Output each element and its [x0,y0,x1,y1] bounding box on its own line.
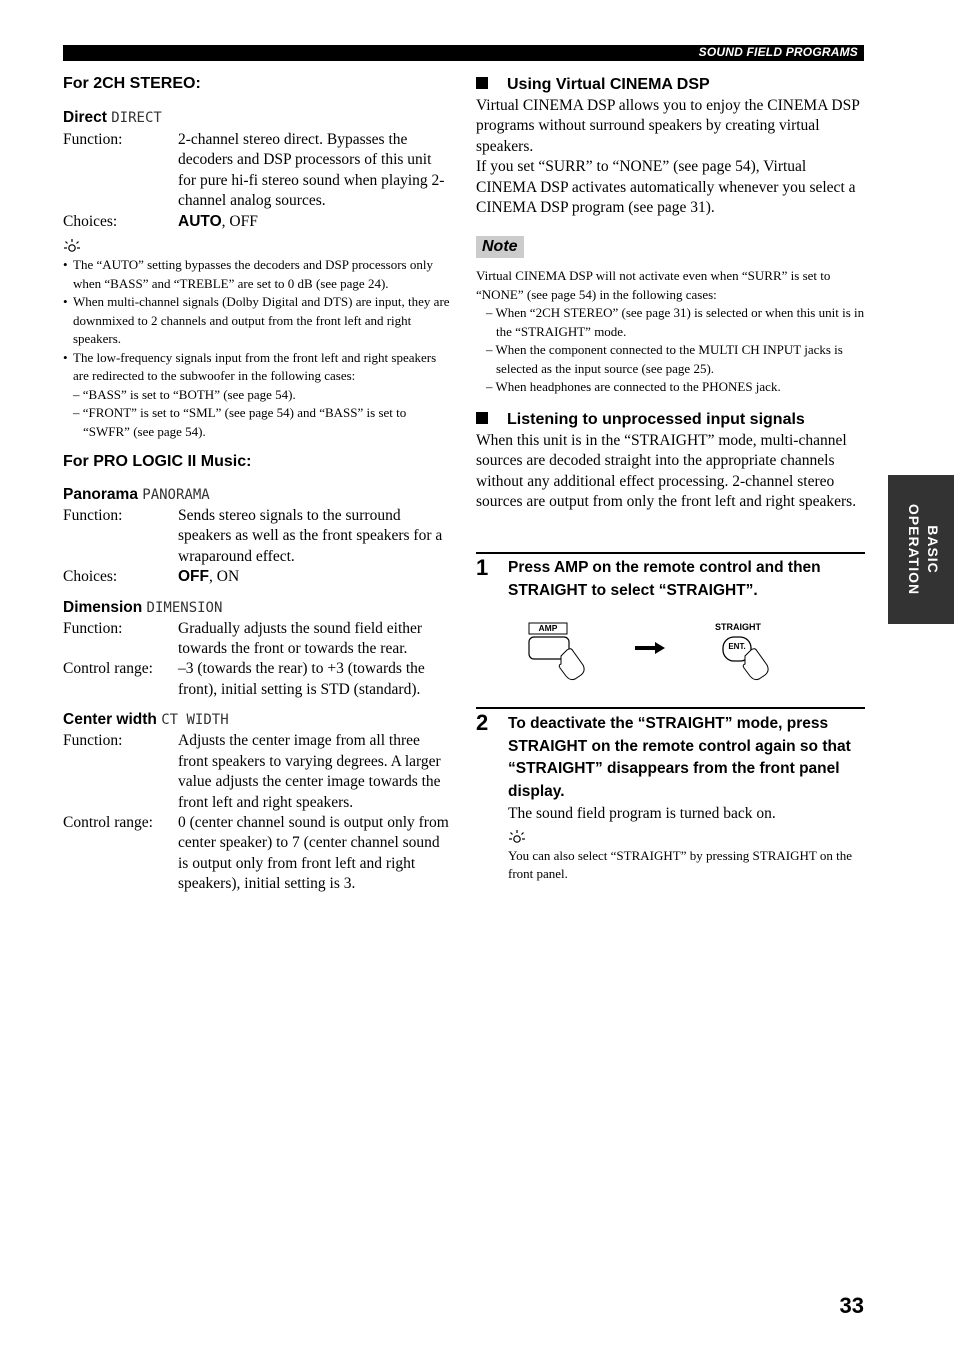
param-center-width-title: Center width CT WIDTH [63,711,229,729]
display-text: DIRECT [111,110,162,126]
tip-dashes: – “BASS” is set to “BOTH” (see page 54). – “FRONT” is set to “SML” (see page 54) and “BASS” is set to “SWFR” (see page 54). [73,386,407,439]
step-2-rule [476,707,865,709]
section-unprocessed: Listening to unprocessed input signals When this unit is in the “STRAIGHT” mode, multi-channel sources are decoded straight into the appropriate channels without any additional effect processing. 2-channel stereo sources are output from only the front left and right speakers. [476,410,865,513]
step-2-result: The sound field program is turned back on. [508,805,776,823]
amp-key-label: AMP [538,623,558,633]
step-1-text: Press AMP on the remote control and then STRAIGHT to select “STRAIGHT”. [508,559,821,599]
step-2-content [508,713,865,884]
param-direct-title: Direct DIRECT [63,109,162,126]
unprocessed-paragraph: When this unit is in the “STRAIGHT” mode, multi-channel sources are decoded straight into the appropriate channels without any additional effect processing. 2-channel stereo sources are output from only the front left and right speakers. [476,432,857,511]
choices-text: AUTO, OFF [178,212,258,230]
tip-icon [508,829,865,847]
section-title: SOUND FIELD PROGRAMS [698,45,858,59]
param-dimension: Function: Gradually adjusts the sound field either towards the front or towards the rear. Control range: –3 (towards the rear) to +3 (towards the front), initial setting is STD (standard). [63,619,425,698]
display-text: PANORAMA [142,487,210,504]
page-number: 33 [839,1293,864,1318]
display-text: DIMENSION [146,599,223,616]
ent-key-label: ENT. [728,642,746,651]
display-text: CT WIDTH [161,712,229,729]
step-1-number: 1 [476,555,489,580]
section-square-icon [476,412,488,424]
vc-paragraph-1: Virtual CINEMA DSP allows you to enjoy the CINEMA DSP programs without surround speakers by creating virtual speakers. [476,97,860,155]
param-panorama: Function: Sends stereo signals to the surround speakers as well as the front speakers for a wraparound effect. Choices: OFF, ON [63,507,443,586]
heading-2ch-stereo: For 2CH STEREO: [63,75,201,92]
tips-list [63,256,450,386]
param-direct: Function: 2-channel stereo direct. Bypasses the decoders and DSP processors of this unit for pure hi-fi stereo sound when playing 2-channel analog sources. Choices: AUTO, OFF [63,130,450,232]
step-2-text: To deactivate the “STRAIGHT” mode, press STRAIGHT on the remote control again so that “STRAIGHT” disappears from the front panel display. [508,715,851,800]
tip-item: • The low-frequency signals input from the front left and right speakers are redirected to the subwoofer in the following cases: [63,349,450,386]
right-column [476,75,865,218]
straight-key-label: STRAIGHT [715,622,761,632]
step-2-tip: You can also select “STRAIGHT” by pressing STRAIGHT on the front panel. [508,847,852,882]
param-center-width: Function: Adjusts the center image from all three front speakers to varying degrees. A larger value adjusts the center image towards the front left and right speakers. Control range: 0 (center channel sound is output only from center speaker) to 7 (center channel sound is output only from front left and right speakers), initial setting is 3. [63,732,449,893]
param-dimension-title: Dimension DIMENSION [63,598,223,616]
note-text: Virtual CINEMA DSP will not activate even when “SURR” is set to “NONE” (see page 54) in the following cases: – When “2CH STEREO” (see page 31) is selected or when this unit is in the “STRAIGHT” mode. – When the component connected to the MULTI CH INPUT jacks is selected as the input source (see page 25). – When headphones are connected to the PHONES jack. [476,268,865,394]
left-column [63,74,450,895]
vc-paragraph-2: If you set “SURR” to “NONE” (see page 54), Virtual CINEMA DSP activates automatically whenever you select a CINEMA DSP program (see page 31). [476,158,856,217]
side-tab-basic-operation: BASIC OPERATION [888,475,954,624]
section-virtual-cinema-dsp: Using Virtual CINEMA DSP [476,75,865,95]
step-1-illustration [525,620,785,682]
tip-item: • The “AUTO” setting bypasses the decoders and DSP processors only when “BASS” and “TREBLE” are set to 0 dB (see page 24). [63,256,450,293]
function-text: 2-channel stereo direct. Bypasses the decoders and DSP processors of this unit for pure hi-fi stereo sound when playing 2-channel analog sources. [178,131,445,210]
tip-icon [63,238,450,256]
section-square-icon [476,77,488,89]
header-bar [63,45,864,61]
step-1-rule [476,552,865,554]
note-badge: Note [476,236,524,258]
step-2-number: 2 [476,710,489,735]
param-panorama-title: Panorama PANORAMA [63,486,210,504]
heading-pro-logic-ii: For PRO LOGIC II Music: [63,453,252,471]
tip-item: • When multi-channel signals (Dolby Digital and DTS) are input, they are downmixed to 2 channels and output from the front left and right speakers. [63,293,450,349]
